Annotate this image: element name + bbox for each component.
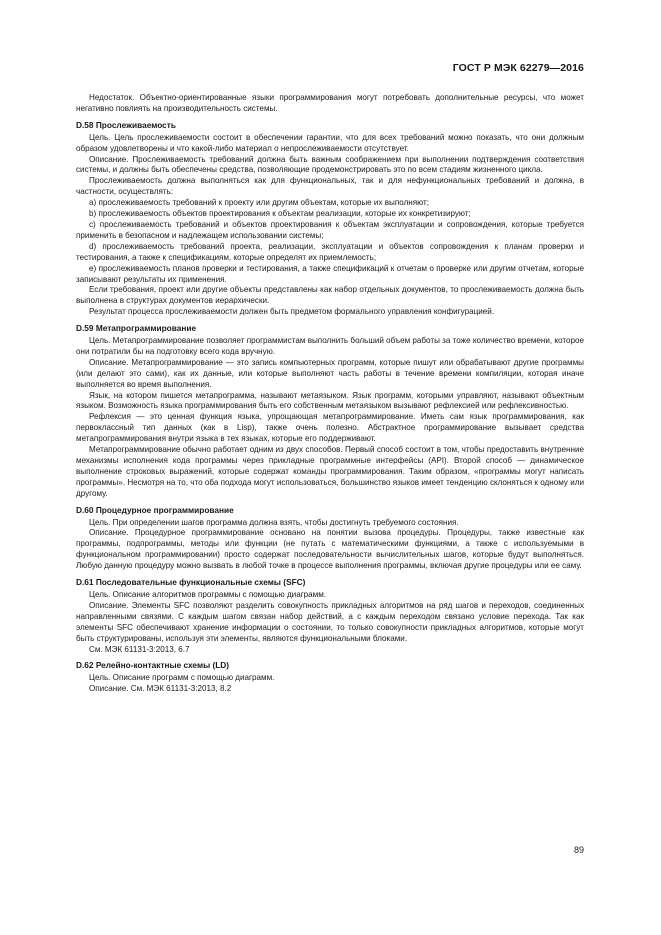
paragraph: d) прослеживаемость требований проекта, реализации, эксплуатации и объектов сопровождения к планам проверки и тестирования, а также к спецификациям, которые определят их приемлемость; bbox=[76, 241, 584, 262]
paragraph: Цель. Цель прослеживаемости состоит в обеспечении гарантии, что для всех требований можно показать, что они должным образом удовлетворены и что какой-либо материал о непрослеживаемости отсутствует. bbox=[76, 132, 584, 153]
paragraph: Цель. Описание программ с помощью диаграмм. bbox=[89, 673, 275, 683]
paragraph: Цель. Описание алгоритмов программы с помощью диаграмм. bbox=[89, 589, 327, 599]
section-heading: D.60 Процедурное программирование bbox=[76, 504, 234, 515]
paragraph: Язык, на котором пишется метапрограмма, называют метаязыком. Язык программ, которыми управляют, называют объектным языком. Возможность языка программирования быть его собственным метаязыком вызывают рефлексией или рефлексивностью. bbox=[76, 390, 584, 411]
paragraph: Результат процесса прослеживаемости должен быть предметом формального управления конфигурацией. bbox=[89, 307, 494, 317]
paragraph: Прослеживаемость должна выполняться как для функциональных, так и для нефункциональных требований и должна, в частности, осуществлять: bbox=[76, 176, 584, 197]
paragraph: Цель. При определении шагов программа должна взять, чтобы достигнуть требуемого состояния. bbox=[89, 517, 459, 527]
page-number: 89 bbox=[573, 845, 584, 855]
section-heading: D.59 Метапрограммирование bbox=[76, 323, 197, 334]
paragraph: Недостаток. Объектно-ориентированные языки программирования могут потребовать дополнительные ресурсы, что может негативно повлиять на производительность системы. bbox=[76, 93, 584, 113]
document-page bbox=[76, 0, 584, 935]
section-heading: D.58 Прослеживаемость bbox=[76, 119, 176, 130]
paragraph: b) прослеживаемость объектов проектирования к объектам реализации, которые их конкретизируют; bbox=[89, 209, 471, 219]
paragraph: e) прослеживаемость планов проверки и тестирования, а также спецификаций к отчетам о проверке или другим отчетам, которые записывают результаты их применения. bbox=[76, 263, 584, 284]
paragraph: c) прослеживаемость требований и объектов проектирования к объектам эксплуатации и сопровождения, которые требуется применить в безопасном и надлежащем использовании системы; bbox=[76, 219, 584, 240]
paragraph: См. МЭК 61131-3:2013, 6.7 bbox=[89, 644, 190, 654]
section-heading: D.61 Последовательные функциональные схемы (SFC) bbox=[76, 577, 306, 588]
paragraph: a) прослеживаемость требований к проекту или другим объектам, которые их выполняют; bbox=[89, 198, 429, 208]
document-body bbox=[76, 93, 584, 695]
document-header: ГОСТ Р МЭК 62279—2016 bbox=[452, 62, 584, 74]
paragraph: Цель. Метапрограммирование позволяет программистам выполнить больший объем работы за тоже количество времени, которое они потратили бы на подготовку всего кода вручную. bbox=[76, 336, 584, 356]
paragraph: Описание. См. МЭК 61131-3:2013, 8.2 bbox=[89, 684, 232, 694]
section-heading: D.62 Релейно-контактные схемы (LD) bbox=[76, 660, 230, 671]
paragraph: Описание. Процедурное программирование основано на понятии вызова процедуры. Процедуры, также известные как программы, подпрограммы, методы или функции (не путать с математическими функциями, а также с используемыми в функциональном программировании) просто содержат последовательности вычислительных шагов, которые будут выполняться. Любую данную процедуру можно вызвать в любой точке в процессе выполнения программы, включая другие процедуры или ее саму. bbox=[76, 528, 584, 571]
paragraph: Описание. Метапрограммирование — это запись компьютерных программ, которые пишут или обрабатывают другие программы (или делают это сами), как их данные, или которые выполняют часть работы в течение времени компиляции, которая иначе выполняется во время выполнения. bbox=[76, 357, 584, 389]
paragraph: Если требования, проект или другие объекты представлены как набор отдельных документов, то прослеживаемость должна быть выполнена в структурах документов иерархически. bbox=[76, 285, 584, 306]
paragraph: Описание. Элементы SFC позволяют разделить совокупность прикладных алгоритмов на ряд шагов и переходов, соединенных направленными связями. С каждым шагом связан набор действий, а с каждым переходом связано условие перехода. Так как элементы SFC обеспечивают хранение информации о состоянии, то только совокупности прикладных алгоритмов, которые могут быть структурированы, используя эти элементы, являются функциональными блоками. bbox=[76, 600, 584, 643]
paragraph: Рефлексия — это ценная функция языка, упрощающая метапрограммирование. Иметь сам язык программирования, как первоклассный тип данных (как в Lisp), также очень полезно. Абстрактное программирование вызывает средства метапрограммирования внутри языка в тех языках, которые его поддерживают. bbox=[76, 412, 584, 444]
paragraph: Метапрограммирование обычно работает одним из двух способов. Первый способ состоит в том, чтобы предоставить внутренние механизмы исполнения кода программы через прикладные программные интерфейсы (API). Второй способ — динамическое выполнение строковых выражений, которые содержат команды программирования. Таким образом, «программы могут написать программы». Несмотря на то, что оба подхода могут использоваться, большинство языков имеет тенденцию склоняться к одному или другому. bbox=[76, 445, 584, 498]
paragraph: Описание. Прослеживаемость требований должна быть важным соображением при выполнении подтверждения соответствия системы, и должны быть обеспечены средства, позволяющие продемонстрировать это по всем стадиям жизненного цикла. bbox=[76, 154, 584, 175]
